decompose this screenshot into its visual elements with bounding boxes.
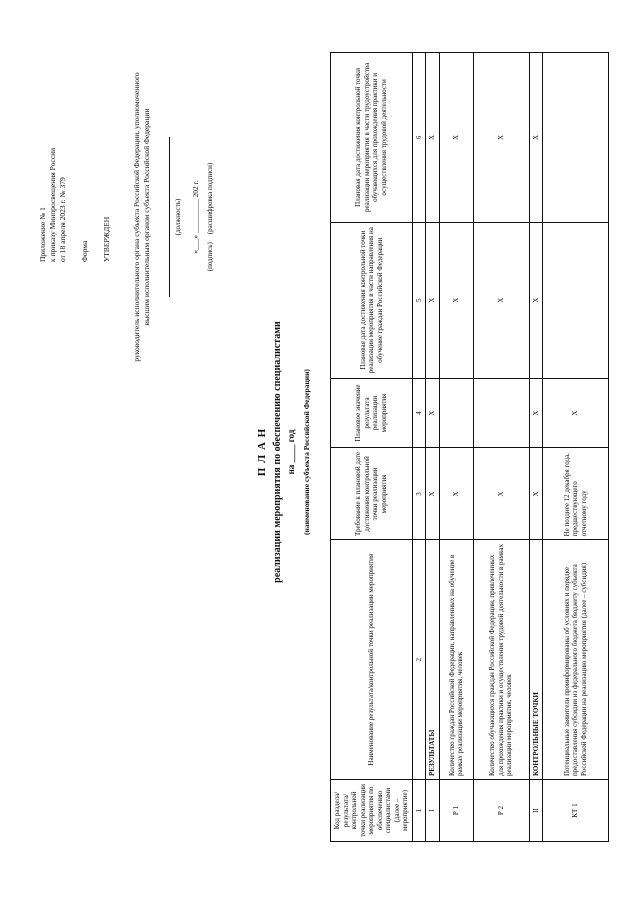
cell-x: X (529, 222, 543, 378)
row-name: Потенциальные заявители проинформированы об условиях и порядке предоставления субсидии из федерального бюджета бюджету субъекта Российской Федерации на реализацию мероприятия (далее – субсидия) (543, 540, 609, 780)
column-number: 5 (412, 222, 426, 378)
cell-x: X (439, 448, 473, 540)
cell-x: X (473, 53, 529, 223)
header-code: Код раздела/ результата/ контрольной точки реализации мероприятия по обеспечению специалистами (далее – мероприятие) (331, 780, 413, 842)
table-row-section-results (426, 53, 440, 842)
cell-x: X (426, 222, 440, 378)
cell-x: X (543, 378, 609, 448)
row-code: II (529, 780, 543, 842)
cell-x: X (529, 378, 543, 448)
approval-head-2: высшим исполнительным органом субъекта Российской Федерации (142, 108, 151, 326)
cell-x: X (473, 222, 529, 378)
cell-x: X (473, 448, 529, 540)
form-label: Форма (80, 240, 89, 262)
row-deadline: Не позднее 12 декабря года, предшествующего отчетному году (543, 448, 609, 540)
position-line (162, 137, 170, 297)
plan-year: на ____ год (286, 429, 296, 475)
row-code: Р 2 (473, 780, 529, 842)
column-number: 4 (412, 378, 426, 448)
appendix-date: от 18 апреля 2023 г. № 379 (58, 177, 67, 262)
column-number-row (412, 53, 426, 842)
header-planned-value: Плановое значение результата реализации мероприятия (331, 378, 413, 448)
row-name: Количество граждан Российской Федерации, направленных на обучение в рамках реализации мероприятия, человек (439, 540, 473, 780)
appendix-number: Приложение № 1 (38, 207, 47, 262)
signature-row (205, 32, 215, 402)
cell-x: X (439, 53, 473, 223)
table-header-row (331, 53, 413, 842)
row-name: РЕЗУЛЬТАТЫ (426, 540, 440, 780)
date-line: «___» _________ 202 г. (191, 180, 200, 254)
appendix-order: к приказу Минпросвещения России (48, 147, 57, 262)
table-row-r2 (473, 53, 529, 842)
subject-hint: (наименование субъекта Российской Федерации) (302, 369, 311, 535)
cell-x: X (529, 448, 543, 540)
table-row-kt1 (543, 53, 609, 842)
appendix-header (38, 52, 112, 262)
row-name: КОНТРОЛЬНЫЕ ТОЧКИ (529, 540, 543, 780)
cell-empty (439, 378, 473, 448)
cell-x: X (426, 53, 440, 223)
cell-x: X (439, 222, 473, 378)
approval-block (132, 32, 215, 402)
column-number: 6 (412, 53, 426, 223)
row-code: Р 1 (439, 780, 473, 842)
plan-table (330, 52, 609, 842)
cell-empty (473, 378, 529, 448)
cell-x: X (426, 448, 440, 540)
rotated-page (20, 32, 620, 872)
row-code: I (426, 780, 440, 842)
header-date-training: Плановая дата достижения контрольной точки реализации мероприятия в части направления на обучение граждан Российской Федерации (331, 222, 413, 378)
column-number: 2 (412, 540, 426, 780)
table-row-section-checkpoints (529, 53, 543, 842)
approval-head: руководитель исполнительного органа субъекта Российской Федерации, уполномоченного (132, 72, 141, 362)
plan-subtitle: реализации мероприятия по обеспечению специалистами (272, 321, 283, 583)
cell-x: X (529, 53, 543, 223)
cell-empty (543, 222, 609, 378)
column-number: 1 (412, 780, 426, 842)
header-name: Наименование результата/контрольной точки реализации мероприятия (331, 540, 413, 780)
cell-empty (543, 53, 609, 223)
row-code: КТ 1 (543, 780, 609, 842)
decoding-caption: (расшифровка подписи) (206, 162, 214, 235)
plan-title: П Л А Н (256, 427, 268, 477)
signature-caption: (подпись) (206, 242, 214, 272)
header-date-employment: Плановая дата достижения контрольной точки реализации мероприятия в части трудоустройства обучающихся для прохождения практики и осуществления трудовой деятельности (331, 53, 413, 223)
row-name: Количество обучающихся граждан Российской Федерации, привлеченных для прохождения практики и осуществления трудовой деятельности в рамках реализации мероприятия, человек (473, 540, 529, 780)
approved-label: УТВЕРЖДЕН (102, 216, 111, 262)
column-number: 3 (412, 448, 426, 540)
cell-x: X (426, 378, 440, 448)
header-deadline-requirement: Требование к плановой дате достижения контрольной точки реализации мероприятия (331, 448, 413, 540)
table-row-r1 (439, 53, 473, 842)
position-caption: (должность) (174, 198, 182, 236)
